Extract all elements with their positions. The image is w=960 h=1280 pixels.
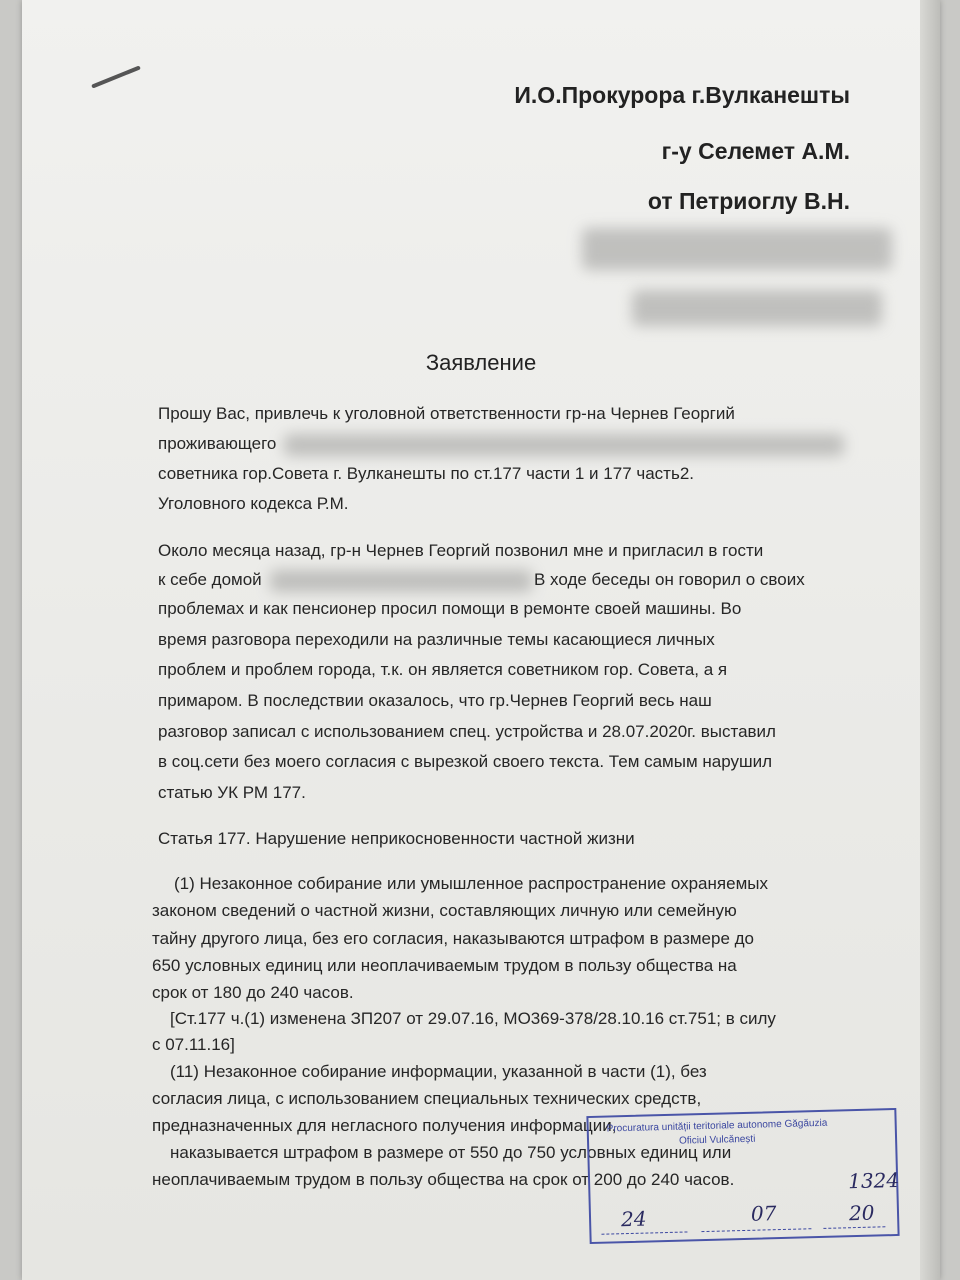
- stamp-day: 24: [620, 1206, 647, 1232]
- article-line3: тайну другого лица, без его согласия, наказываются штрафом в размере до: [152, 929, 755, 948]
- document-title: Заявление: [425, 350, 537, 375]
- para2-line3: проблемах и как пенсионер просил помощи в ремонте своей машины. Во: [158, 599, 742, 618]
- article-line2: законом сведений о частной жизни, составляющих личную или семейную: [152, 901, 737, 920]
- para1-line1: Прошу Вас, привлечь к уголовной ответственности гр-на Чернев Георгий: [158, 404, 735, 423]
- redacted-address-4: [270, 570, 532, 592]
- redacted-address-2: [632, 290, 882, 326]
- article-line12: неоплачиваемым трудом в пользу общества на срок от 200 до 240 часов.: [152, 1170, 735, 1189]
- para2-line4: время разговора переходили на различные темы касающиеся личных: [158, 630, 715, 649]
- para2-line7: разговор записал с использованием спец. устройства и 28.07.2020г. выставил: [158, 722, 776, 741]
- para2-line2a: к себе домой: [158, 570, 262, 589]
- stamp-office: Oficiul Vulcănești: [678, 1133, 756, 1147]
- stamp-registration-number: 1324: [847, 1167, 900, 1194]
- addressee-name: г-у Селемет А.М.: [661, 138, 850, 164]
- para2-line9: статью УК РМ 177.: [158, 783, 306, 802]
- article-line1: (1) Незаконное собирание или умышленное распространение охраняемых: [174, 874, 768, 893]
- stamp-month: 07: [750, 1201, 777, 1226]
- article-heading: Статья 177. Нарушение неприкосновенности частной жизни: [158, 829, 635, 848]
- stamp-dash-1: [601, 1231, 687, 1235]
- staple-mark: [91, 65, 141, 88]
- para1-line2: проживающего: [158, 434, 277, 453]
- article-line8: (11) Незаконное собирание информации, указанной в части (1), без: [170, 1062, 707, 1081]
- article-line5: срок от 180 до 240 часов.: [152, 983, 354, 1002]
- redacted-address-1: [582, 228, 892, 270]
- registration-stamp: [586, 1108, 899, 1244]
- para2-line2b: В ходе беседы он говорил о своих: [534, 570, 805, 589]
- stamp-dash-3: [823, 1226, 885, 1230]
- article-line10: предназначенных для негласного получения информации,: [152, 1116, 617, 1135]
- para2-line1: Около месяца назад, гр-н Чернев Георгий позвонил мне и пригласил в гости: [158, 541, 764, 560]
- page-edge-shadow: [920, 0, 940, 1280]
- para2-line5: проблем и проблем города, т.к. он является советником гор. Совета, а я: [158, 660, 728, 679]
- para2-line8: в соц.сети без моего согласия с вырезкой своего текста. Тем самым нарушил: [158, 752, 773, 771]
- addressee-line: И.О.Прокурора г.Вулканешты: [514, 82, 850, 108]
- para2-line6: примаром. В последствии оказалось, что гр.Чернев Георгий весь наш: [158, 691, 712, 710]
- stamp-dash-2: [701, 1228, 811, 1233]
- para1-line3: советника гор.Совета г. Вулканешты по ст.177 части 1 и 177 часть2.: [158, 464, 694, 483]
- article-line9: согласия лица, с использованием специальных технических средств,: [152, 1089, 702, 1108]
- para1-line4: Уголовного кодекса Р.М.: [158, 494, 349, 513]
- stamp-organization: Procuratura unității teritoriale autonome Găgăuzia: [606, 1117, 828, 1135]
- redacted-address-3: [284, 434, 844, 456]
- article-line4: 650 условных единиц или неоплачиваемым трудом в пользу общества на: [152, 956, 737, 975]
- article-line11: наказывается штрафом в размере от 550 до 750 условных единиц или: [170, 1143, 732, 1162]
- sender-line: от Петриоглу В.Н.: [647, 188, 850, 214]
- article-line7: с 07.11.16]: [152, 1035, 235, 1054]
- document-page: [22, 0, 940, 1280]
- article-line6: [Ст.177 ч.(1) изменена ЗП207 от 29.07.16, МО369-378/28.10.16 ст.751; в силу: [170, 1009, 776, 1028]
- stamp-year: 20: [848, 1200, 875, 1226]
